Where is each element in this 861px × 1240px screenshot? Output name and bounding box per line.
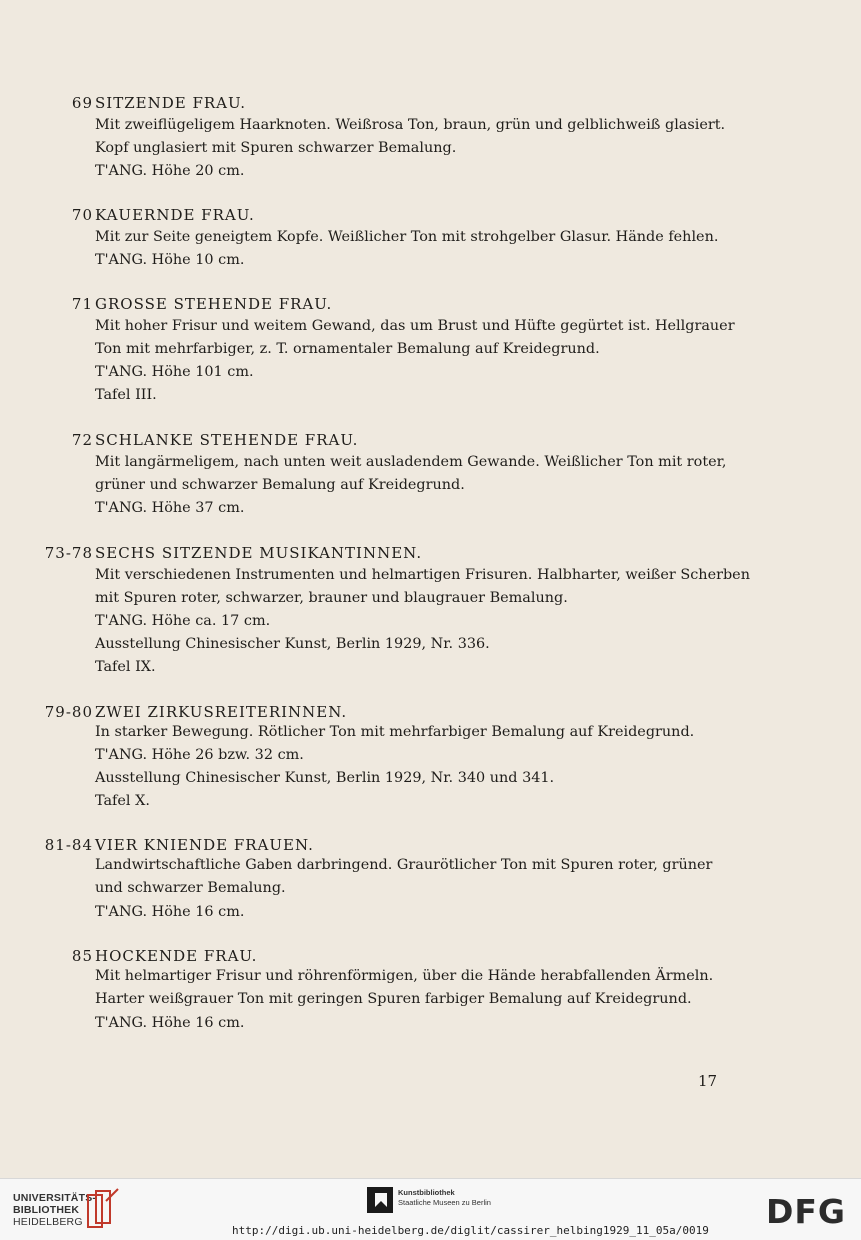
entry-line: T'ANG. Höhe 37 cm. (95, 500, 245, 516)
entry-line: mit Spuren roter, schwarzer, brauner und blaugrauer Bemalung. (95, 590, 568, 606)
entry-number: 72 (71, 431, 93, 449)
library-line: HEIDELBERG (13, 1216, 83, 1228)
entry-title: VIER KNIENDE FRAUEN. (95, 836, 314, 854)
entry-line: Tafel III. (95, 387, 157, 403)
permalink-url[interactable]: http://digi.ub.uni-heidelberg.de/diglit/cassirer_helbing1929_11_05a/0019 (232, 1224, 709, 1237)
entry-title: SITZENDE FRAU. (95, 94, 247, 112)
entry-number: 73-78 (44, 544, 93, 562)
entry-line: T'ANG. Höhe 20 cm. (95, 163, 245, 179)
entry-line: und schwarzer Bemalung. (95, 880, 286, 896)
entry-line: In starker Bewegung. Rötlicher Ton mit mehrfarbiger Bemalung auf Kreidegrund. (95, 724, 695, 740)
entry-line: grüner und schwarzer Bemalung auf Kreidegrund. (95, 477, 465, 493)
ub-heidelberg-label (13, 1192, 96, 1228)
entry-line: T'ANG. Höhe 16 cm. (95, 904, 245, 920)
entry-line: T'ANG. Höhe 16 cm. (95, 1015, 245, 1031)
entry-line: T'ANG. Höhe ca. 17 cm. (95, 613, 271, 629)
entry-line: Tafel IX. (95, 659, 156, 675)
entry-number: 70 (71, 206, 93, 224)
entry-line: Mit zweiflügeligem Haarknoten. Weißrosa Ton, braun, grün und gelblichweiß glasiert. (95, 117, 726, 133)
entry-line: Landwirtschaftliche Gaben darbringend. Graurötlicher Ton mit Spuren roter, grüner (95, 857, 713, 873)
entry-line: Harter weißgrauer Ton mit geringen Spuren farbiger Bemalung auf Kreidegrund. (95, 991, 692, 1007)
entry-title: KAUERNDE FRAU. (95, 206, 255, 224)
entry-line: Tafel X. (95, 793, 150, 809)
entry-title: HOCKENDE FRAU. (95, 947, 258, 965)
entry-title: SCHLANKE STEHENDE FRAU. (95, 431, 359, 449)
kb-subtitle: Staatliche Museen zu Berlin (398, 1198, 491, 1207)
entry-line: Mit langärmeligem, nach unten weit ausladendem Gewande. Weißlicher Ton mit roter, (95, 454, 727, 470)
entry-line: T'ANG. Höhe 101 cm. (95, 364, 254, 380)
entry-line: Ausstellung Chinesischer Kunst, Berlin 1929, Nr. 340 und 341. (95, 770, 555, 786)
entry-title: GROSSE STEHENDE FRAU. (95, 295, 333, 313)
kunstbibliothek-logo-icon[interactable] (367, 1187, 393, 1213)
entry-line: Ton mit mehrfarbiger, z. T. ornamentaler Bemalung auf Kreidegrund. (95, 341, 600, 357)
entry-line: Mit zur Seite geneigtem Kopfe. Weißlicher Ton mit strohgelber Glasur. Hände fehlen. (95, 229, 719, 245)
entry-number: 79-80 (44, 703, 93, 721)
library-line: UNIVERSITÄTS- (13, 1192, 97, 1204)
ub-heidelberg-logo-icon[interactable] (86, 1187, 120, 1231)
entry-line: Mit helmartiger Frisur und röhrenförmigen, über die Hände herabfallenden Ärmeln. (95, 968, 714, 984)
entry-number: 81-84 (44, 836, 93, 854)
viewer-footer (0, 1178, 861, 1240)
entry-title: SECHS SITZENDE MUSIKANTINNEN. (95, 544, 423, 562)
entry-number: 71 (71, 295, 93, 313)
entry-line: Ausstellung Chinesischer Kunst, Berlin 1929, Nr. 336. (95, 636, 490, 652)
dfg-logo[interactable]: DFG (766, 1192, 847, 1231)
entry-line: T'ANG. Höhe 26 bzw. 32 cm. (95, 747, 304, 763)
page-number: 17 (698, 1072, 718, 1090)
entry-title: ZWEI ZIRKUSREITERINNEN. (95, 703, 348, 721)
entry-number: 85 (71, 947, 93, 965)
entry-line: Mit verschiedenen Instrumenten und helmartigen Frisuren. Halbharter, weißer Scherben (95, 567, 750, 583)
entry-line: T'ANG. Höhe 10 cm. (95, 252, 245, 268)
kb-name: Kunstbibliothek (398, 1188, 455, 1197)
entry-line: Mit hoher Frisur und weitem Gewand, das um Brust und Hüfte gegürtet ist. Hellgrauer (95, 318, 735, 334)
kunstbibliothek-label (398, 1188, 491, 1208)
entry-line: Kopf unglasiert mit Spuren schwarzer Bemalung. (95, 140, 457, 156)
library-line: BIBLIOTHEK (13, 1204, 80, 1216)
entry-number: 69 (71, 94, 93, 112)
